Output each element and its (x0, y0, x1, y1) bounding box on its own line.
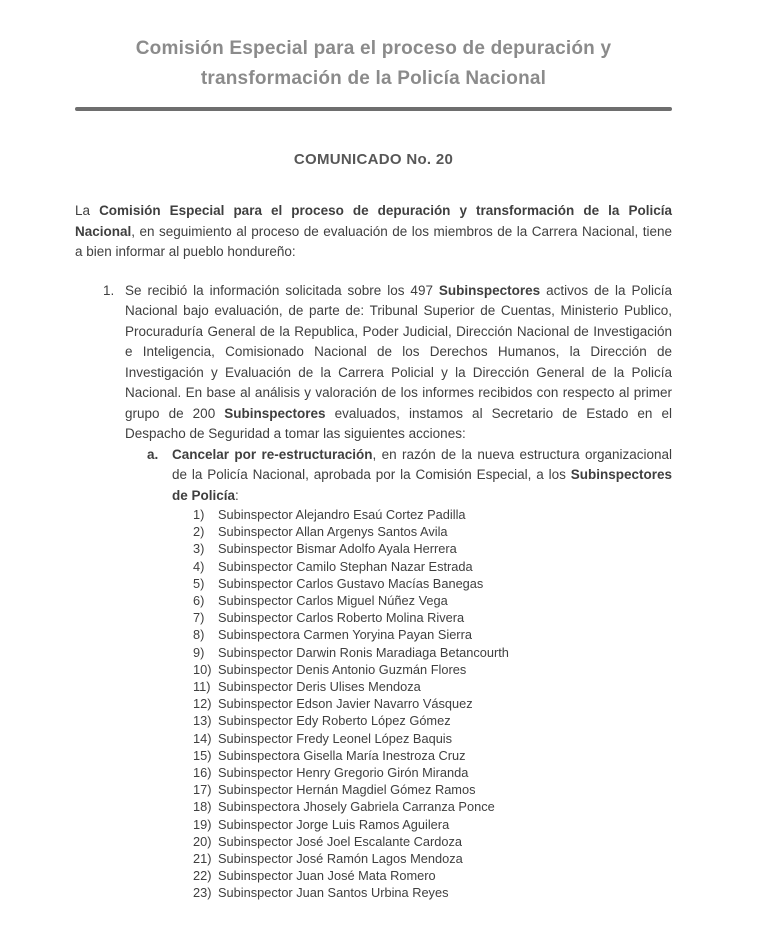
item-1-segment-2: activos de la Policía Nacional bajo evaluación, de parte de: Tribunal Superior de Cuentas, Ministerio Publico, Procuraduría General de la Republica, Poder Judicial, Dirección Nacional de Investigación e Inteligencia, Comisionado Nacional de los Derechos Humanos, la Dirección de Investigación y Evaluación de la Carrera Policial y la Dirección General de la Policía Nacional. En base al análisis y valoración de los informes recibidos con respecto al primer grupo de 200 (125, 282, 672, 421)
document-page (0, 34, 758, 934)
officer-name: Subinspector Juan José Mata Romero (218, 868, 436, 884)
officer-list-item (193, 575, 672, 592)
officer-list-item (193, 592, 672, 609)
officer-name: Subinspector Fredy Leonel López Baquis (218, 730, 453, 746)
officer-name: Subinspector Camilo Stephan Nazar Estrada (218, 558, 473, 574)
officer-list-item (193, 850, 672, 867)
officer-name: Subinspector Carlos Gustavo Macías Banegas (218, 575, 484, 591)
officer-name: Subinspector José Joel Escalante Cardoza (218, 833, 462, 849)
officer-number: 6) (193, 593, 205, 609)
officer-list-item (193, 747, 672, 764)
officer-name: Subinspectora Carmen Yoryina Payan Sierra (218, 627, 472, 643)
officer-list-item (193, 626, 672, 643)
intro-text-post: , en seguimiento al proceso de evaluación de los miembros de la Carrera Nacional, tiene a bien informar al pueblo hondureño: (75, 223, 672, 259)
item-a-bold-1: Cancelar por re-estructuración (172, 446, 373, 462)
officer-list-item (193, 644, 672, 661)
officer-number: 3) (193, 541, 205, 557)
officer-number: 21) (193, 851, 212, 867)
document-title: Comisión Especial para el proceso de depuración y transformación de la Policía Nacional (135, 38, 612, 89)
officer-list-item (193, 867, 672, 884)
officer-name: Subinspector Deris Ulises Mendoza (218, 679, 421, 695)
officer-number: 8) (193, 627, 205, 643)
officer-number: 2) (193, 524, 205, 540)
officer-number: 16) (193, 765, 212, 781)
item-a-bold-2: Subinspectores de Policía (172, 467, 672, 503)
officer-name: Subinspectora Jhosely Gabriela Carranza Ponce (218, 799, 495, 815)
officer-number: 1) (193, 507, 205, 522)
officer-number: 9) (193, 644, 205, 660)
officer-list-item (193, 506, 672, 523)
officer-name: Subinspector Henry Gregorio Girón Miranda (218, 765, 469, 781)
officer-list-item (193, 523, 672, 540)
officer-name: Subinspector Bismar Adolfo Ayala Herrera (218, 541, 457, 557)
officer-list-item (193, 764, 672, 781)
item-a-segment-1: , en razón de la nueva estructura organizacional de la Policía Nacional, aprobada por la Comisión Especial, a los (172, 446, 673, 482)
officer-list-item (193, 609, 672, 626)
item-a-text (172, 445, 672, 507)
item-a-marker: a. (147, 446, 159, 462)
officer-list-item (193, 678, 672, 695)
comunicado-heading: COMUNICADO No. 20 (293, 151, 454, 168)
officer-name: Subinspector Allan Argenys Santos Avila (218, 524, 448, 540)
officer-number: 5) (193, 575, 205, 591)
officer-number: 4) (193, 558, 205, 574)
officer-list (75, 506, 672, 902)
officer-list-item (193, 884, 672, 901)
officer-name: Subinspector Carlos Miguel Núñez Vega (218, 593, 448, 609)
intro-text-pre: La (75, 203, 100, 218)
officer-number: 20) (193, 833, 212, 849)
officer-list-item (193, 540, 672, 557)
officer-number: 7) (193, 610, 205, 626)
officer-list-item (193, 558, 672, 575)
officer-number: 18) (193, 799, 212, 815)
item-1-marker: 1. (103, 282, 115, 298)
officer-number: 15) (193, 747, 212, 763)
header-divider (75, 107, 672, 111)
officer-number: 17) (193, 782, 212, 798)
lettered-item-a (75, 445, 672, 507)
item-1-bold-1: Subinspectores (438, 282, 541, 298)
officer-list-item (193, 798, 672, 815)
officer-list-item (193, 816, 672, 833)
officer-number: 14) (193, 730, 212, 746)
officer-name: Subinspector Alejandro Esaú Cortez Padilla (218, 507, 466, 522)
officer-name: Subinspectora Gisella María Inestroza Cruz (218, 747, 466, 763)
officer-name: Subinspector Edy Roberto López Gómez (218, 713, 451, 729)
officer-name: Subinspector Darwin Ronis Maradiaga Betancourth (218, 644, 509, 660)
officer-name: Subinspector Carlos Roberto Molina Rivera (218, 610, 465, 626)
officer-list-item (193, 712, 672, 729)
officer-number: 11) (193, 679, 211, 695)
officer-list-item (193, 661, 672, 678)
item-1-segment-3: evaluados, instamos al Secretario de Estado en el Despacho de Seguridad a tomar las siguientes acciones: (125, 405, 672, 441)
officer-number: 12) (193, 696, 212, 712)
officer-name: Subinspector Edson Javier Navarro Vásquez (218, 696, 473, 712)
officer-number: 19) (193, 816, 212, 832)
intro-commission-name: Comisión Especial para el proceso de depuración y transformación de la Policía Nacional (75, 203, 672, 239)
officer-name: Subinspector José Ramón Lagos Mendoza (218, 851, 463, 867)
officer-name: Subinspector Jorge Luis Ramos Aguilera (218, 816, 450, 832)
officer-name: Subinspector Denis Antonio Guzmán Flores (218, 661, 467, 677)
officer-name: Subinspector Hernán Magdiel Gómez Ramos (218, 782, 476, 798)
item-a-segment-2: : (235, 487, 239, 503)
officer-list-item (193, 730, 672, 747)
officer-name: Subinspector Juan Santos Urbina Reyes (218, 885, 449, 901)
officer-number: 23) (193, 885, 212, 901)
officer-number: 22) (193, 868, 212, 884)
officer-number: 13) (193, 713, 212, 729)
intro-paragraph (75, 201, 672, 263)
item-1-segment-1: Se recibió la información solicitada sobre los 497 (125, 282, 439, 298)
officer-list-item (193, 781, 672, 798)
officer-list-item (193, 833, 672, 850)
item-1-bold-2: Subinspectores (224, 405, 326, 421)
item-1-text (125, 281, 672, 445)
officer-number: 10) (193, 661, 212, 677)
numbered-item-1 (75, 281, 672, 445)
officer-list-item (193, 695, 672, 712)
